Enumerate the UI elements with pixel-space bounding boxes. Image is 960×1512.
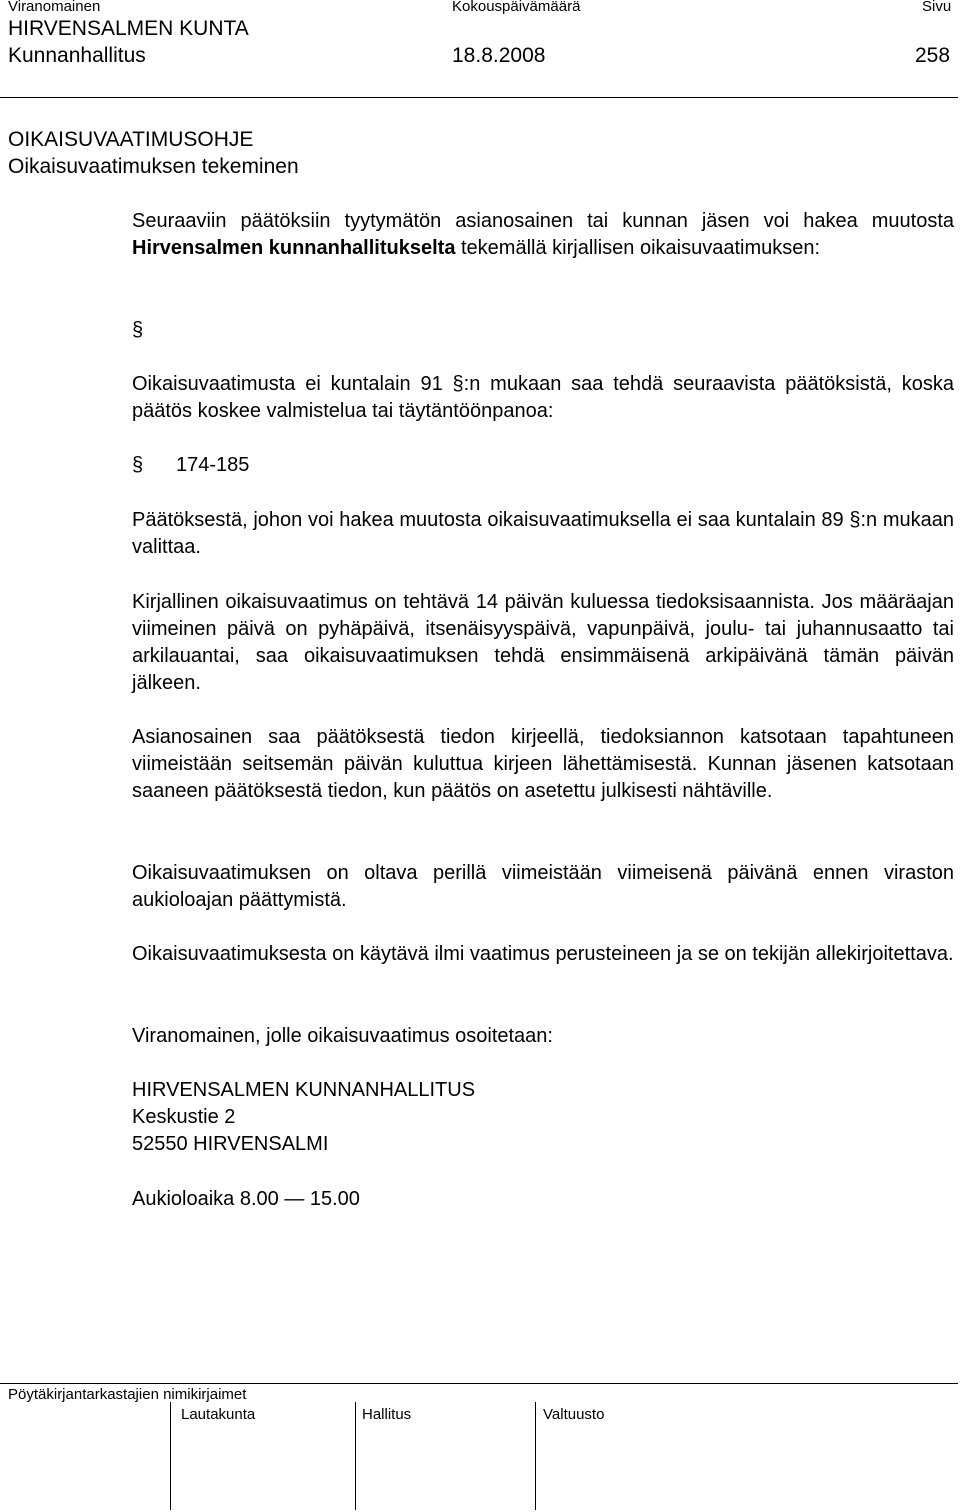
section-marker-2: §	[132, 454, 144, 476]
address-city: 52550 HIRVENSALMI	[132, 1133, 329, 1155]
content-paragraph: Oikaisuvaatimuksesta on käytävä ilmi vaatimus perusteineen ja se on tekijän allekirjoitettava.	[132, 943, 954, 965]
document-title: OIKAISUVAATIMUSOHJE	[8, 128, 254, 151]
intro-paragraph	[132, 208, 954, 262]
address-name: HIRVENSALMEN KUNNANHALLITUS	[132, 1079, 476, 1101]
intro-text-start: Seuraaviin päätöksiin tyytymätön asianosainen tai kunnan jäsen voi hakea muutosta	[132, 210, 954, 232]
footer-col-lautakunta: Lautakunta	[181, 1406, 256, 1423]
header-page-number: 258	[915, 44, 951, 67]
header-divider	[0, 97, 958, 98]
header-body: Kunnanhallitus	[8, 44, 146, 67]
footer-column-line-3	[535, 1402, 536, 1510]
notice-paragraph: Asianosainen saa päätöksestä tiedon kirjeellä, tiedoksiannon katsotaan tapahtuneen viimeistään seitsemän päivän kuluttua kirjeen lähettämisestä. Kunnan jäsenen katsotaan saaneen päätöksestä tiedon, kun päätös on asetettu julkisesti nähtäville.	[132, 726, 954, 802]
footer-divider	[0, 1383, 958, 1384]
section-numbers: 174-185	[176, 454, 250, 476]
header-label-page: Sivu	[922, 0, 952, 15]
address-street: Keskustie 2	[132, 1106, 236, 1128]
arrival-paragraph: Oikaisuvaatimuksen on oltava perillä viimeistään viimeisenä päivänä ennen viraston aukioloajan päättymistä.	[132, 862, 954, 911]
document-subtitle: Oikaisuvaatimuksen tekeminen	[8, 155, 299, 178]
header-municipality: HIRVENSALMEN KUNTA	[8, 17, 249, 40]
footer-label: Pöytäkirjantarkastajien nimikirjaimet	[8, 1386, 247, 1403]
intro-authority-bold: Hirvensalmen kunnanhallitukselta	[132, 237, 456, 259]
intro-text-end: tekemällä kirjallisen oikaisuvaatimuksen:	[455, 237, 821, 259]
footer-column-line-1	[170, 1402, 171, 1510]
deadline-paragraph: Kirjallinen oikaisuvaatimus on tehtävä 14 päivän kuluessa tiedoksisaannista. Jos määräajan viimeinen päivä on pyhäpäivä, itsenäisyyspäivä, vapunpäivä, joulu- tai juhannusaatto tai arkilauantai, saa oikaisuvaatimuksen tehdä ensimmäisenä arkipäivänä tämän päivän jälkeen.	[132, 591, 954, 694]
header-label-date: Kokouspäivämäärä	[452, 0, 581, 15]
section-marker-1: §	[132, 319, 144, 341]
authority-intro: Viranomainen, jolle oikaisuvaatimus osoitetaan:	[132, 1025, 553, 1047]
header-date: 18.8.2008	[452, 44, 546, 67]
footer-col-hallitus: Hallitus	[362, 1406, 412, 1423]
footer-column-line-2	[355, 1402, 356, 1510]
no-appeal-paragraph: Päätöksestä, johon voi hakea muutosta oikaisuvaatimuksella ei saa kuntalain 89 §:n mukaan valittaa.	[132, 509, 954, 558]
exclusion-paragraph: Oikaisuvaatimusta ei kuntalain 91 §:n mukaan saa tehdä seuraavista päätöksistä, koska päätös koskee valmistelua tai täytäntöönpanoa:	[132, 373, 954, 422]
opening-hours: Aukioloaika 8.00 — 15.00	[132, 1188, 360, 1210]
header-label-authority: Viranomainen	[8, 0, 101, 15]
footer-col-valtuusto: Valtuusto	[543, 1406, 605, 1423]
